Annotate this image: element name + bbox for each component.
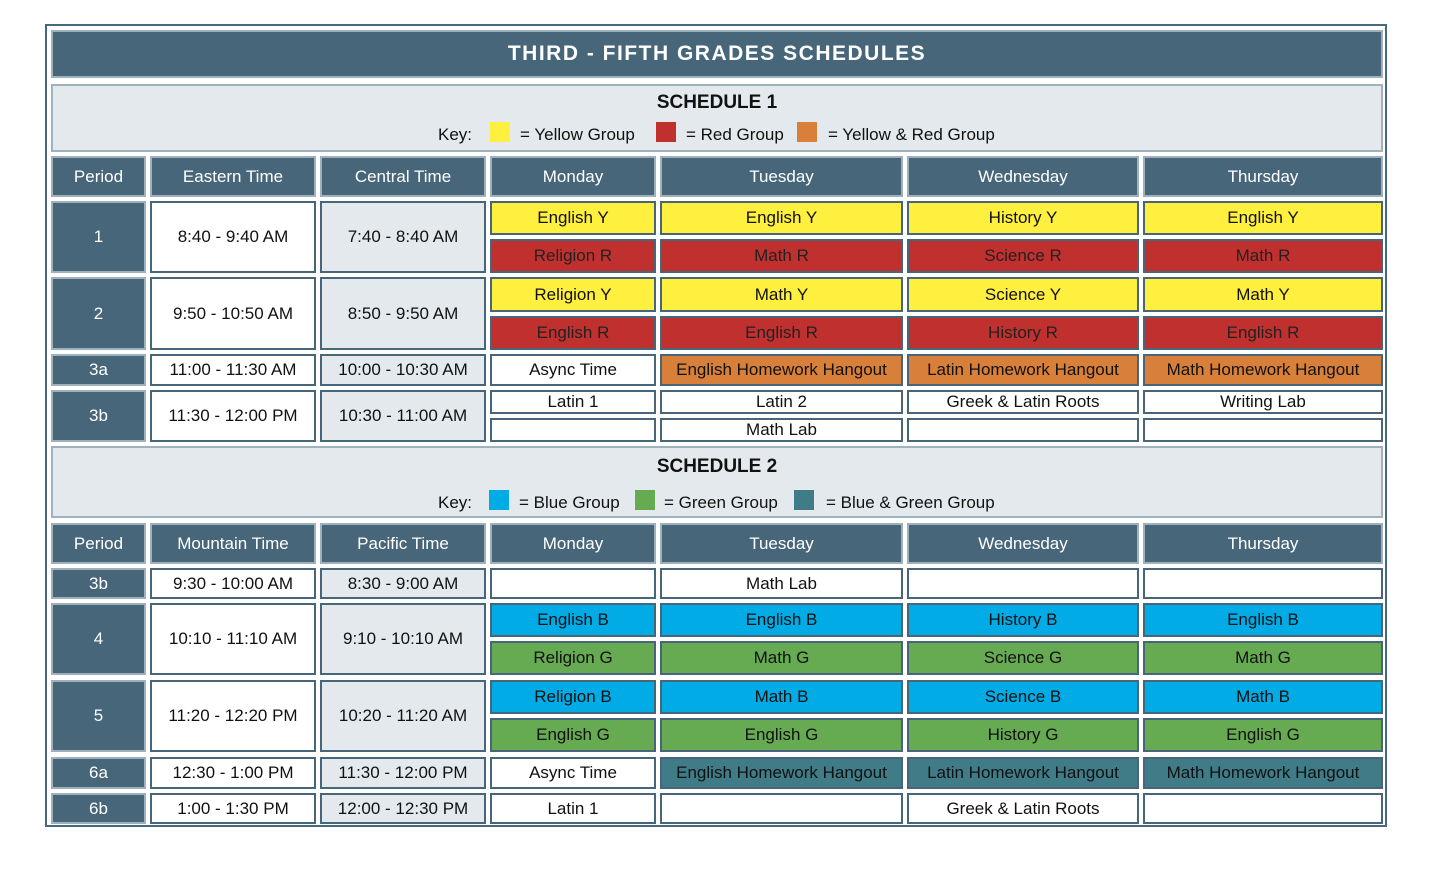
header-central-time: Central Time [320, 156, 486, 197]
eastern-time-cell: 11:30 - 12:00 PM [150, 390, 316, 442]
eastern-time-cell: 8:40 - 9:40 AM [150, 201, 316, 273]
eastern-time-cell: 11:00 - 11:30 AM [150, 354, 316, 386]
class-cell: Math Lab [660, 568, 903, 599]
mountain-time-cell: 1:00 - 1:30 PM [150, 793, 316, 824]
period-cell: 4 [51, 603, 146, 675]
key-label: Key: [438, 493, 473, 512]
class-cell: Latin Homework Hangout [907, 757, 1139, 789]
class-cell: English R [660, 316, 903, 350]
class-cell: English B [660, 603, 903, 637]
class-cell: English G [490, 718, 656, 752]
pacific-time-cell: 11:30 - 12:00 PM [320, 757, 486, 789]
period-cell: 1 [51, 201, 146, 273]
blue-swatch [489, 490, 509, 510]
class-cell [907, 568, 1139, 599]
period-cell: 6a [51, 757, 146, 789]
header-monday: Monday [490, 523, 656, 564]
header-period: Period [51, 523, 146, 564]
central-time-cell: 10:30 - 11:00 AM [320, 390, 486, 442]
class-cell: English R [490, 316, 656, 350]
period-cell: 2 [51, 277, 146, 350]
page-title: THIRD - FIFTH GRADES SCHEDULES [51, 30, 1383, 78]
teal-swatch [794, 490, 814, 510]
red-swatch [656, 122, 676, 142]
header-mountain-time: Mountain Time [150, 523, 316, 564]
class-cell: Async Time [490, 757, 656, 789]
key-green-label: = Green Group [664, 493, 778, 512]
class-cell [1143, 568, 1383, 599]
schedule-2-title: SCHEDULE 2 [656, 456, 778, 477]
header-thursday: Thursday [1143, 156, 1383, 197]
pacific-time-cell: 8:30 - 9:00 AM [320, 568, 486, 599]
class-cell: Greek & Latin Roots [907, 390, 1139, 414]
key-red-label: = Red Group [686, 125, 784, 144]
mountain-time-cell: 11:20 - 12:20 PM [150, 680, 316, 752]
class-cell: Math Homework Hangout [1143, 354, 1383, 386]
class-cell: English Homework Hangout [660, 757, 903, 789]
schedule-1-title: SCHEDULE 1 [656, 92, 778, 113]
class-cell: English G [1143, 718, 1383, 752]
header-wednesday: Wednesday [907, 523, 1139, 564]
class-cell: History Y [907, 201, 1139, 235]
class-cell: Religion B [490, 680, 656, 714]
class-cell: Math B [660, 680, 903, 714]
class-cell [490, 418, 656, 442]
central-time-cell: 7:40 - 8:40 AM [320, 201, 486, 273]
class-cell: Science G [907, 641, 1139, 675]
class-cell: Latin Homework Hangout [907, 354, 1139, 386]
mountain-time-cell: 10:10 - 11:10 AM [150, 603, 316, 675]
period-cell: 5 [51, 680, 146, 752]
header-period: Period [51, 156, 146, 197]
key-blue-green-label: = Blue & Green Group [826, 493, 995, 512]
class-cell: Religion Y [490, 277, 656, 312]
class-cell: Math Lab [660, 418, 903, 442]
class-cell: English Y [1143, 201, 1383, 235]
orange-swatch [797, 122, 817, 142]
header-pacific-time: Pacific Time [320, 523, 486, 564]
class-cell: Science B [907, 680, 1139, 714]
class-cell: History B [907, 603, 1139, 637]
class-cell: Latin 1 [490, 390, 656, 414]
class-cell: English G [660, 718, 903, 752]
period-cell: 3b [51, 568, 146, 599]
class-cell: History G [907, 718, 1139, 752]
class-cell: English Y [490, 201, 656, 235]
class-cell: English Y [660, 201, 903, 235]
class-cell: English R [1143, 316, 1383, 350]
key-blue-label: = Blue Group [519, 493, 620, 512]
class-cell [1143, 793, 1383, 824]
class-cell: Greek & Latin Roots [907, 793, 1139, 824]
period-cell: 3b [51, 390, 146, 442]
class-cell: Math G [1143, 641, 1383, 675]
green-swatch [635, 490, 655, 510]
header-eastern-time: Eastern Time [150, 156, 316, 197]
class-cell: Science Y [907, 277, 1139, 312]
period-cell: 6b [51, 793, 146, 824]
class-cell: Science R [907, 239, 1139, 273]
schedule-1-header [51, 84, 1383, 152]
header-tuesday: Tuesday [660, 156, 903, 197]
class-cell: Religion G [490, 641, 656, 675]
class-cell: Latin 2 [660, 390, 903, 414]
eastern-time-cell: 9:50 - 10:50 AM [150, 277, 316, 350]
class-cell: Math Homework Hangout [1143, 757, 1383, 789]
class-cell: Religion R [490, 239, 656, 273]
key-label: Key: [438, 125, 473, 144]
header-thursday: Thursday [1143, 523, 1383, 564]
class-cell: Math R [660, 239, 903, 273]
class-cell: English Homework Hangout [660, 354, 903, 386]
class-cell: History R [907, 316, 1139, 350]
header-wednesday: Wednesday [907, 156, 1139, 197]
key-yellow-label: = Yellow Group [520, 125, 635, 144]
mountain-time-cell: 12:30 - 1:00 PM [150, 757, 316, 789]
yellow-swatch [490, 122, 510, 142]
pacific-time-cell: 9:10 - 10:10 AM [320, 603, 486, 675]
class-cell [1143, 418, 1383, 442]
schedule-2-header [51, 446, 1383, 518]
class-cell: Math Y [660, 277, 903, 312]
central-time-cell: 8:50 - 9:50 AM [320, 277, 486, 350]
class-cell: Writing Lab [1143, 390, 1383, 414]
class-cell: Async Time [490, 354, 656, 386]
class-cell: Math Y [1143, 277, 1383, 312]
pacific-time-cell: 12:00 - 12:30 PM [320, 793, 486, 824]
class-cell: English B [490, 603, 656, 637]
header-monday: Monday [490, 156, 656, 197]
pacific-time-cell: 10:20 - 11:20 AM [320, 680, 486, 752]
class-cell: Math G [660, 641, 903, 675]
class-cell [907, 418, 1139, 442]
class-cell: Math B [1143, 680, 1383, 714]
header-tuesday: Tuesday [660, 523, 903, 564]
class-cell: Latin 1 [490, 793, 656, 824]
class-cell [490, 568, 656, 599]
central-time-cell: 10:00 - 10:30 AM [320, 354, 486, 386]
class-cell [660, 793, 903, 824]
mountain-time-cell: 9:30 - 10:00 AM [150, 568, 316, 599]
class-cell: English B [1143, 603, 1383, 637]
period-cell: 3a [51, 354, 146, 386]
class-cell: Math R [1143, 239, 1383, 273]
key-yellow-red-label: = Yellow & Red Group [828, 125, 995, 144]
